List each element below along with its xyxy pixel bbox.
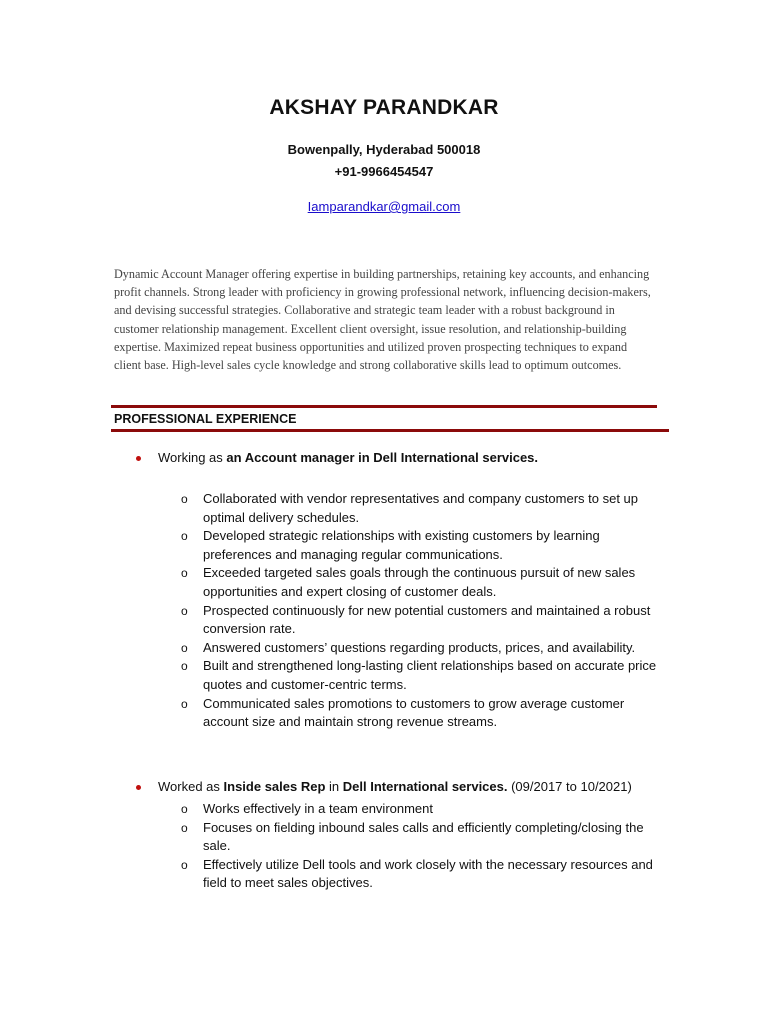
job-title-line: [130, 778, 670, 796]
circle-bullet-icon: o: [181, 529, 188, 544]
job-role: an Account manager in Dell International services.: [226, 450, 539, 465]
job-role: Inside sales Rep: [223, 779, 326, 794]
email-link[interactable]: Iamparandkar@gmail.com: [307, 199, 461, 214]
duty-text: Answered customers’ questions regarding products, prices, and availability.: [203, 639, 636, 655]
job-dates: (09/2017 to 10/2021): [507, 779, 632, 794]
duty-text: Prospected continuously for new potential customers and maintained a robust conversion rate.: [203, 602, 651, 637]
job-entry-inside-sales: [130, 778, 670, 893]
list-item: [130, 800, 663, 819]
circle-bullet-icon: o: [181, 492, 188, 506]
list-item: [130, 602, 663, 639]
list-item: [130, 527, 663, 564]
email-line: [0, 199, 768, 214]
circle-bullet-icon: o: [181, 820, 188, 835]
duty-text: Developed strategic relationships with existing customers by learning preferences and managing regular communications.: [203, 528, 600, 562]
list-item: [130, 856, 663, 893]
list-item: [130, 657, 663, 694]
duty-list: [130, 800, 670, 893]
list-item: [130, 639, 663, 658]
list-item: [130, 819, 663, 856]
duty-text: Effectively utilize Dell tools and work closely with the necessary resources and field to meet sales objectives.: [203, 856, 653, 891]
summary-paragraph: Dynamic Account Manager offering expertise in building partnerships, retaining key accounts, and enhancing profit channels. Strong leader with proficiency in growing professional network, influencing decision-makers, and devising successful strategies. Collaborative and strategic team leader with a robust background in customer relationship management. Excellent client oversight, issue resolution, and relationship-building expertise. Maximized repeat business opportunities and utilized proven prospecting techniques to expand client base. High-level sales cycle knowledge and strong collaborative skills lead to optimum outcomes.: [114, 267, 651, 373]
duty-text: Exceeded targeted sales goals through the continuous pursuit of new sales opportunities and expert closing of customer deals.: [203, 565, 636, 599]
circle-bullet-icon: o: [181, 566, 188, 581]
duty-text: Collaborated with vendor representatives and company customers to set up optimal delivery schedules.: [203, 491, 639, 525]
job-title-line: [130, 449, 670, 467]
phone-number: +91-9966454547: [334, 164, 434, 179]
bullet-dot-icon: [136, 456, 141, 461]
job-company: Dell International services.: [342, 779, 508, 794]
circle-bullet-icon: o: [181, 659, 188, 674]
job-prefix: Working as: [158, 450, 227, 465]
job-prefix: Worked as: [158, 779, 224, 794]
duty-text: Built and strengthened long-lasting client relationships based on accurate price quotes and customer-centric terms.: [203, 658, 657, 692]
address: Bowenpally, Hyderabad 500018: [287, 142, 481, 157]
resume-name: AKSHAY PARANDKAR: [269, 96, 499, 119]
circle-bullet-icon: o: [181, 696, 188, 711]
section-rule-bottom: [111, 429, 669, 432]
section-rule-top: [111, 405, 657, 408]
list-item: [130, 490, 663, 527]
duty-text: Communicated sales promotions to customers to grow average customer account size and maintain strong revenue streams.: [203, 695, 625, 730]
section-title-experience: PROFESSIONAL EXPERIENCE: [114, 412, 297, 426]
circle-bullet-icon: o: [181, 857, 188, 872]
job-entry-account-manager: [130, 449, 670, 732]
list-item: [130, 695, 663, 732]
duty-text: Works effectively in a team environment: [203, 801, 434, 816]
job-connector: in: [325, 779, 343, 794]
duty-list: [130, 490, 670, 732]
circle-bullet-icon: o: [181, 640, 188, 655]
list-item: [130, 564, 663, 601]
circle-bullet-icon: o: [181, 802, 188, 816]
bullet-dot-icon: [136, 785, 141, 790]
duty-text: Focuses on fielding inbound sales calls and efficiently completing/closing the sale.: [203, 819, 644, 854]
circle-bullet-icon: o: [181, 603, 188, 618]
